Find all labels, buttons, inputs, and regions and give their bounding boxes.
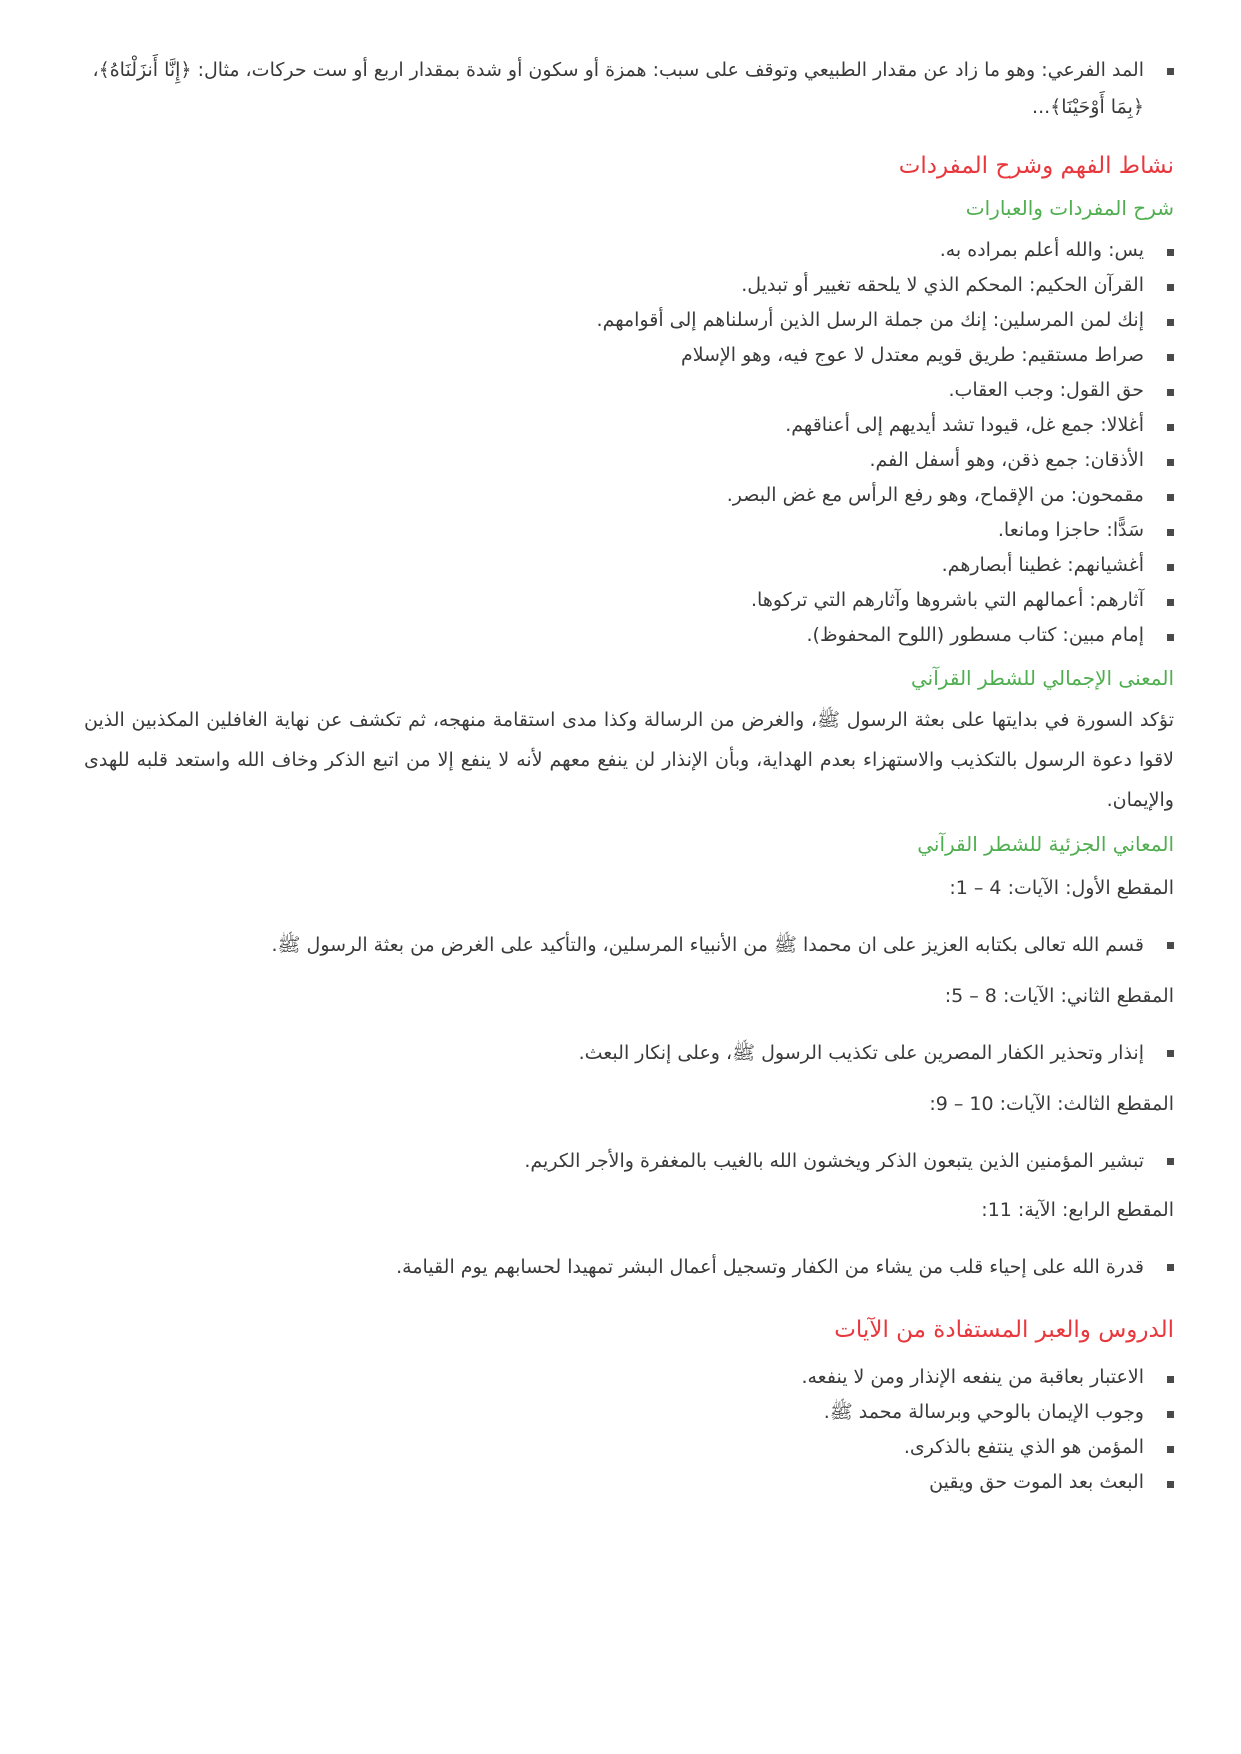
list-item: القرآن الحكيم: المحكم الذي لا يلحقه تغيير أو تبديل.	[84, 268, 1144, 303]
segment-title: المقطع الرابع: الآية: 11:	[981, 1199, 1174, 1221]
list-item: إنك لمن المرسلين: إنك من جملة الرسل الذين أرسلناهم إلى أقوامهم.	[84, 303, 1144, 338]
segment-label: المقطع الأول: الآيات:	[1007, 877, 1174, 899]
lessons-heading	[84, 1310, 1174, 1350]
intro-list	[84, 52, 1174, 126]
partial-meanings-heading	[84, 824, 1174, 864]
segment-2	[84, 976, 1174, 1016]
segment-range: 11	[987, 1199, 1012, 1221]
list-item: أغشيانهم: غطينا أبصارهم.	[84, 548, 1144, 583]
list-item: يس: والله أعلم بمراده به.	[84, 233, 1144, 268]
segment-title: المقطع الثالث: الآيات: 9 – 10:	[929, 1093, 1174, 1115]
segment-list	[84, 1248, 1174, 1286]
segment-title: المقطع الثاني: الآيات: 5 – 8:	[944, 985, 1174, 1007]
list-item: إنذار وتحذير الكفار المصرين على تكذيب الرسول ﷺ، وعلى إنكار البعث.	[84, 1034, 1144, 1072]
list-item: صراط مستقيم: طريق قويم معتدل لا عوج فيه، وهو الإسلام	[84, 338, 1144, 373]
segment-range: 9 – 10	[935, 1093, 994, 1115]
vocab-list	[84, 233, 1174, 653]
vocab-heading	[84, 188, 1174, 228]
general-meaning-text: تؤكد السورة في بدايتها على بعثة الرسول ﷺ، والغرض من الرسالة وكذا مدى استقامة منهجه، ثم تكشف عن نهاية الغافلين المكذبين الذين لاقوا دعوة الرسول بالتكذيب والاستهزاء بعدم الهداية، وبأن الإنذار لن ينفع معهم لأنه لا ينفع إلا من اتبع الذكر وخاف الله واستعد قلبه للهدى والإيمان.	[84, 709, 1174, 811]
list-item: إمام مبين: كتاب مسطور (اللوح المحفوظ).	[84, 618, 1144, 653]
list-item: أغلالا: جمع غل، قيودا تشد أيديهم إلى أعناقهم.	[84, 408, 1144, 443]
general-meaning-title: المعنى الإجمالي للشطر القرآني	[911, 666, 1174, 690]
list-item: سَدًّا: حاجزا ومانعا.	[84, 513, 1144, 548]
list-item: قسم الله تعالى بكتابه العزيز على ان محمدا ﷺ من الأنبياء المرسلين، والتأكيد على الغرض من بعثة الرسول ﷺ.	[84, 926, 1144, 964]
list-item: قدرة الله على إحياء قلب من يشاء من الكفار وتسجيل أعمال البشر تمهيدا لحسابهم يوم القيامة.	[84, 1248, 1144, 1286]
segment-3	[84, 1084, 1174, 1124]
list-item: المؤمن هو الذي ينتفع بالذكرى.	[84, 1430, 1144, 1465]
segment-range: 5 – 8	[951, 985, 997, 1007]
segment-3-points	[84, 1142, 1174, 1180]
segment-label: المقطع الثاني: الآيات:	[1002, 985, 1174, 1007]
list-item: مقمحون: من الإقماح، وهو رفع الرأس مع غض البصر.	[84, 478, 1144, 513]
list-item: حق القول: وجب العقاب.	[84, 373, 1144, 408]
segment-list	[84, 1034, 1174, 1072]
segment-1-points	[84, 926, 1174, 964]
list-item: الأذقان: جمع ذقن، وهو أسفل الفم.	[84, 443, 1144, 478]
intro-block	[84, 52, 1174, 126]
segment-4	[84, 1190, 1174, 1230]
list-item: تبشير المؤمنين الذين يتبعون الذكر ويخشون الله بالغيب بالمغفرة والأجر الكريم.	[84, 1142, 1144, 1180]
segment-range: 1 – 4	[955, 877, 1002, 899]
list-item: المد الفرعي: وهو ما زاد عن مقدار الطبيعي وتوقف على سبب: همزة أو سكون أو شدة بمقدار اربع أو ست حركات، مثال: ﴿إِنَّا أَنزَلْنَاهُ﴾، ﴿بِمَا أَوْحَيْنَا﴾...	[84, 52, 1144, 126]
segment-title: المقطع الأول: الآيات: 1 – 4:	[949, 877, 1174, 899]
segment-label: المقطع الرابع: الآية:	[1017, 1199, 1174, 1221]
list-item: وجوب الإيمان بالوحي وبرسالة محمد ﷺ.	[84, 1395, 1144, 1430]
list-item: آثارهم: أعمالهم التي باشروها وآثارهم التي تركوها.	[84, 583, 1144, 618]
vocab-block	[84, 233, 1174, 653]
section-title-lessons: الدروس والعبر المستفادة من الآيات	[834, 1317, 1174, 1343]
general-meaning-heading	[84, 658, 1174, 698]
list-item: الاعتبار بعاقبة من ينفعه الإنذار ومن لا ينفعه.	[84, 1360, 1144, 1395]
lessons-block	[84, 1360, 1174, 1500]
segment-4-points	[84, 1248, 1174, 1286]
partial-meanings-title: المعاني الجزئية للشطر القرآني	[917, 832, 1174, 856]
list-item: البعث بعد الموت حق ويقين	[84, 1465, 1144, 1500]
segment-label: المقطع الثالث: الآيات:	[999, 1093, 1174, 1115]
vocab-title: شرح المفردات والعبارات	[965, 196, 1174, 220]
general-meaning-block	[84, 700, 1174, 820]
section-title-comprehension: نشاط الفهم وشرح المفردات	[898, 153, 1174, 179]
comprehension-section	[84, 146, 1174, 186]
segment-list	[84, 1142, 1174, 1180]
segment-list	[84, 926, 1174, 964]
segment-1	[84, 868, 1174, 908]
segment-2-points	[84, 1034, 1174, 1072]
lessons-list	[84, 1360, 1174, 1500]
